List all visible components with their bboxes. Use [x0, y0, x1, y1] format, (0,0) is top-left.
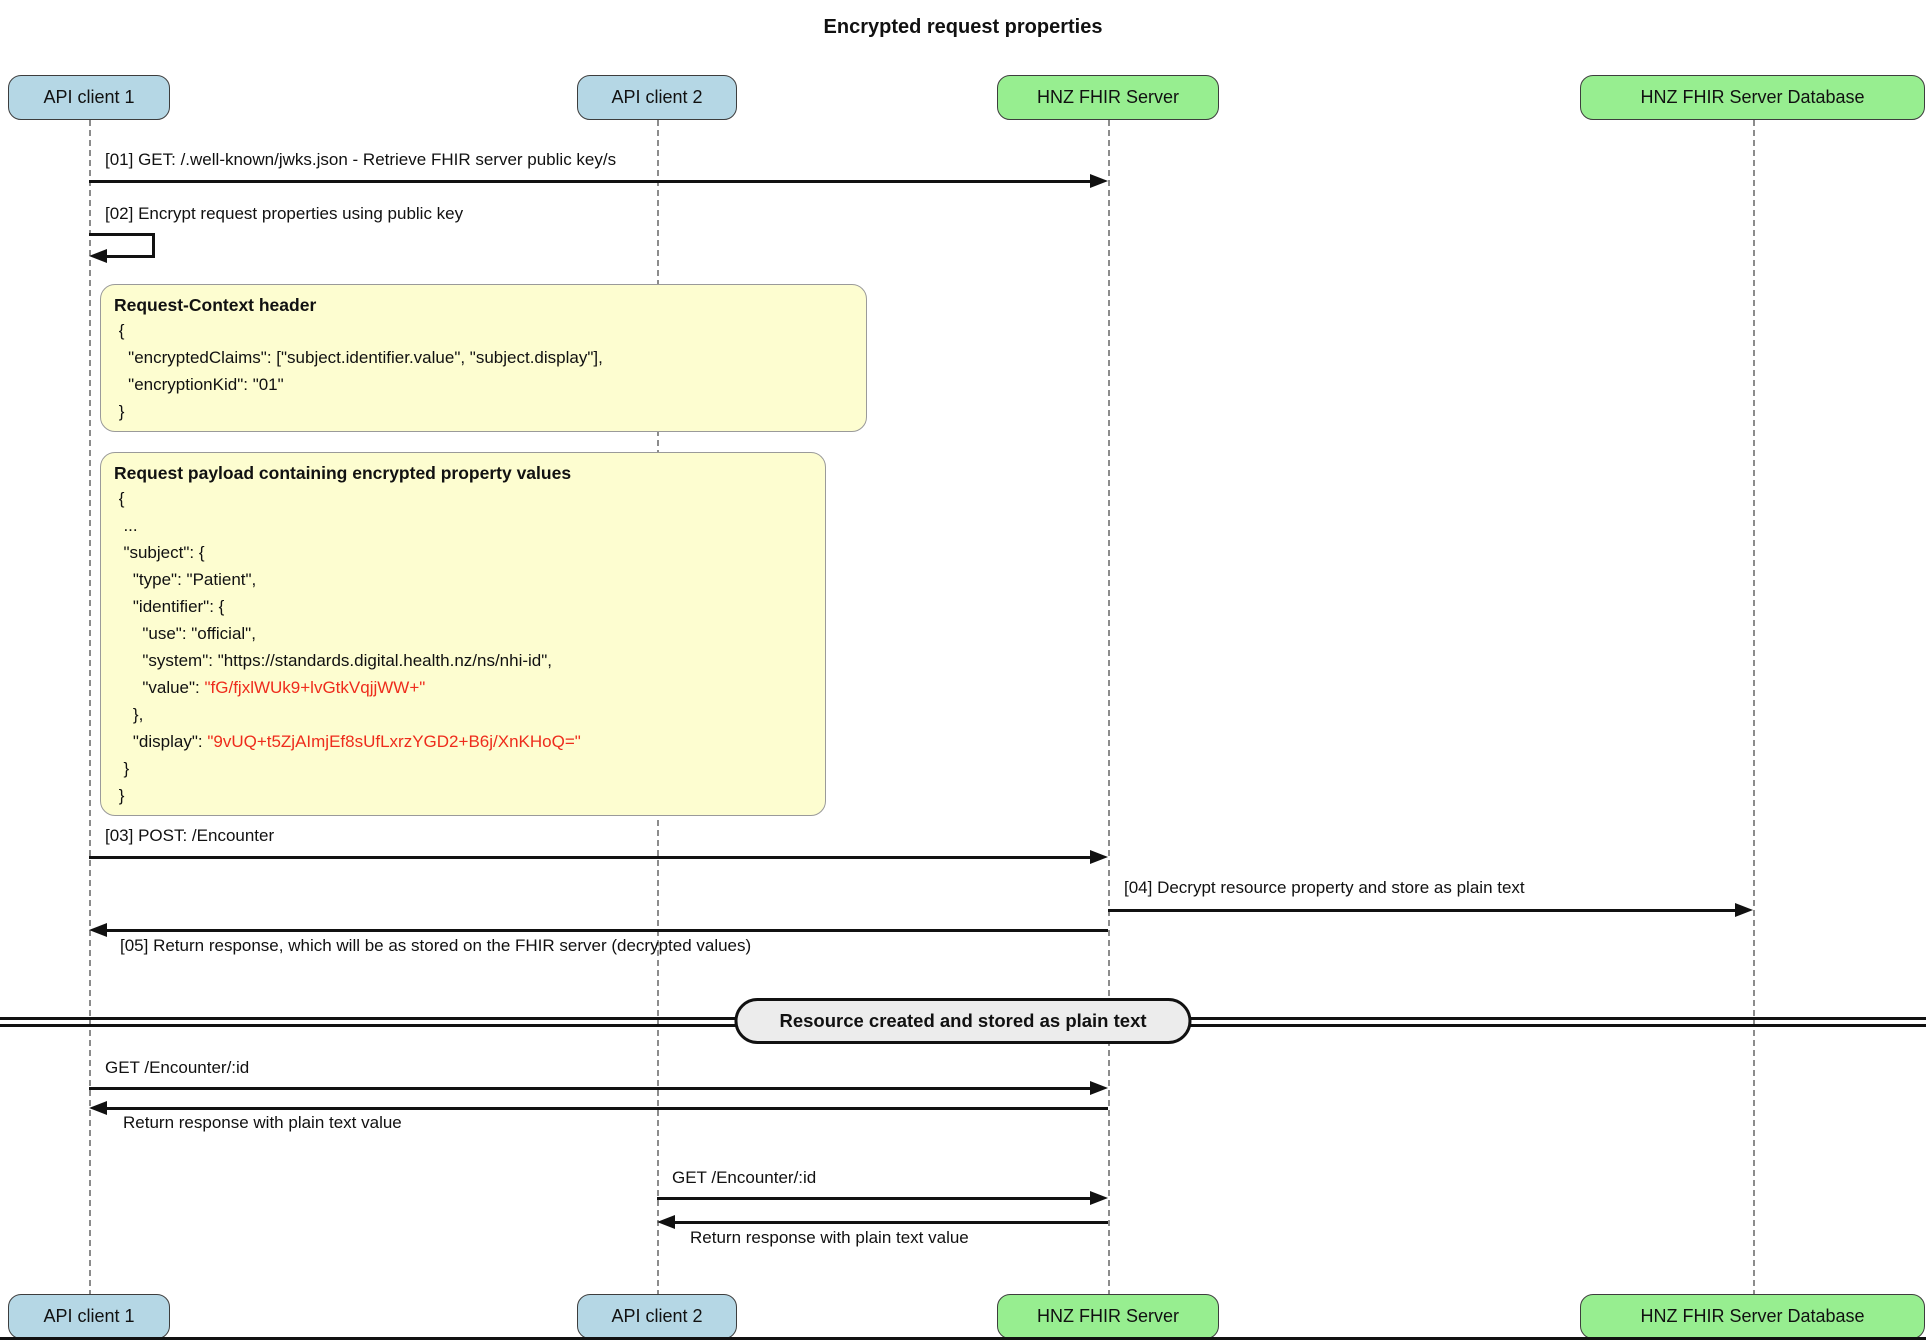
message-arrow-04	[1108, 909, 1737, 912]
message-label-return-client1: Return response with plain text value	[123, 1113, 402, 1132]
message-arrow-return-client1	[107, 1107, 1108, 1110]
arrowhead-left-icon	[89, 1101, 107, 1115]
diagram-title: Encrypted request properties	[823, 16, 1103, 38]
arrowhead-right-icon	[1090, 850, 1108, 864]
message-arrow-get-client1	[89, 1087, 1092, 1090]
lifeline-api-client-1	[89, 120, 91, 1296]
self-message-bottom-line	[107, 255, 155, 258]
participant-api-client-1-top: API client 1	[8, 75, 170, 120]
message-label-02: [02] Encrypt request properties using public key	[105, 204, 464, 223]
note-json: { "encryptedClaims": ["subject.identifier.value", "subject.display"], "encryptionKid": "01" }	[114, 321, 603, 421]
message-label-get-client2: GET /Encounter/:id	[672, 1168, 817, 1187]
note-request-payload	[100, 452, 826, 816]
arrowhead-right-icon	[1090, 1081, 1108, 1095]
participant-hnz-fhir-server-bottom: HNZ FHIR Server	[997, 1294, 1219, 1339]
participant-hnz-fhir-server-database-top: HNZ FHIR Server Database	[1580, 75, 1925, 120]
lifeline-hnz-fhir-server	[1108, 120, 1110, 1296]
message-arrow-get-client2	[657, 1197, 1092, 1200]
message-label-01: [01] GET: /.well-known/jwks.json - Retrieve FHIR server public key/s	[105, 150, 617, 169]
message-label-03: [03] POST: /Encounter	[105, 826, 275, 845]
participant-api-client-2-bottom: API client 2	[577, 1294, 737, 1339]
message-label-return-client2: Return response with plain text value	[690, 1228, 969, 1247]
note-json: { ... "subject": { "type": "Patient", "identifier": { "use": "official", "system": "https://standards.digital.health.nz/ns/nhi-id", "value": "fG/fjxlWUk9+lvGtkVqjjWW+" }, "display": "9vUQ+t5ZjAImjEf8sUfLxrzYGD2+B6j/XnKHoQ=" } }	[114, 489, 581, 805]
note-request-context-header	[100, 284, 867, 432]
message-label-get-client1: GET /Encounter/:id	[105, 1058, 250, 1077]
note-title: Request-Context header	[114, 295, 317, 315]
arrowhead-right-icon	[1735, 903, 1753, 917]
participant-hnz-fhir-server-database-bottom: HNZ FHIR Server Database	[1580, 1294, 1925, 1339]
message-arrow-01	[89, 180, 1092, 183]
message-arrow-return-client2	[675, 1221, 1108, 1224]
arrowhead-left-icon	[89, 249, 107, 263]
arrowhead-left-icon	[89, 923, 107, 937]
arrowhead-left-icon	[657, 1215, 675, 1229]
arrowhead-right-icon	[1090, 1191, 1108, 1205]
self-message-top-line	[89, 233, 155, 236]
arrowhead-right-icon	[1090, 174, 1108, 188]
participant-api-client-2-top: API client 2	[577, 75, 737, 120]
divider-label: Resource created and stored as plain text	[734, 998, 1191, 1044]
participant-hnz-fhir-server-top: HNZ FHIR Server	[997, 75, 1219, 120]
message-arrow-05	[107, 929, 1108, 932]
note-title: Request payload containing encrypted property values	[114, 463, 572, 483]
message-label-05: [05] Return response, which will be as stored on the FHIR server (decrypted values)	[120, 936, 752, 955]
participant-api-client-1-bottom: API client 1	[8, 1294, 170, 1339]
lifeline-hnz-fhir-server-database	[1753, 120, 1755, 1296]
message-label-04: [04] Decrypt resource property and store as plain text	[1124, 878, 1525, 897]
message-arrow-03	[89, 856, 1092, 859]
